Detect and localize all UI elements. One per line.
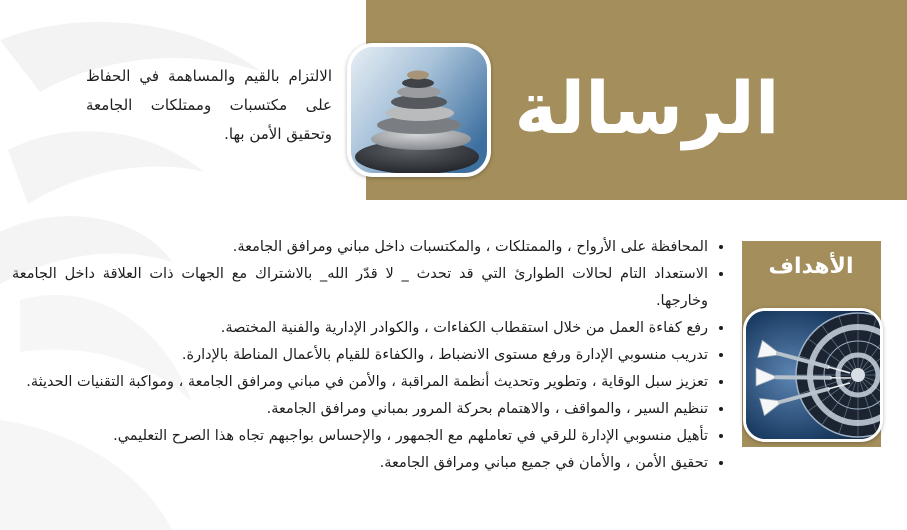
bullseye [851,368,865,382]
goal-item: • تأهيل منسوبي الإدارة للرقي في تعاملهم مع الجمهور ، والإحساس بواجبهم تجاه هذا الصرح التعليمي. [12,423,708,450]
stacked-stones-image [347,43,491,177]
goal-item: • تعزيز سبل الوقاية ، وتطوير وتحديث أنظمة المراقبة ، والأمن في مباني ومرافق الجامعة ، ومواكبة التقنيات الحديثة. [12,369,708,396]
mission-heading: الرسالة [514,66,780,150]
dart-barrel [776,377,830,378]
goal-item: • المحافظة على الأرواح ، والممتلكات ، والمكتسبات داخل مباني ومرافق الجامعة. [12,234,708,261]
goal-item: • رفع كفاءة العمل من خلال استقطاب الكفاءات ، والكوادر الإدارية والفنية المختصة. [12,315,708,342]
stone [407,71,429,80]
goal-item: • تدريب منسوبي الإدارة ورفع مستوى الانضباط ، والكفاءة للقيام بالأعمال المناطة بالإدارة. [12,342,708,369]
goal-item: • تحقيق الأمن ، والأمان في جميع مباني ومرافق الجامعة. [12,450,708,477]
goal-item: • تنظيم السير ، والمواقف ، والاهتمام بحركة المرور بمباني ومرافق الجامعة. [12,396,708,423]
goals-list [12,234,728,524]
stacked-stones-illustration [351,47,487,173]
mission-statement: الالتزام بالقيم والمساهمة في الحفاظ على مكتسبات وممتلكات الجامعة وتحقيق الأمن بها. [86,67,332,143]
darts-target-image [743,308,883,442]
goal-item: • الاستعداد التام لحالات الطوارئ التي قد تحدث _ لا قدّر الله_ بالاشتراك مع الجهات ذات العلاقة داخل الجامعة وخارجها. [12,261,708,315]
goals-heading: الأهداف [768,254,854,279]
darts-target-illustration [746,311,880,439]
